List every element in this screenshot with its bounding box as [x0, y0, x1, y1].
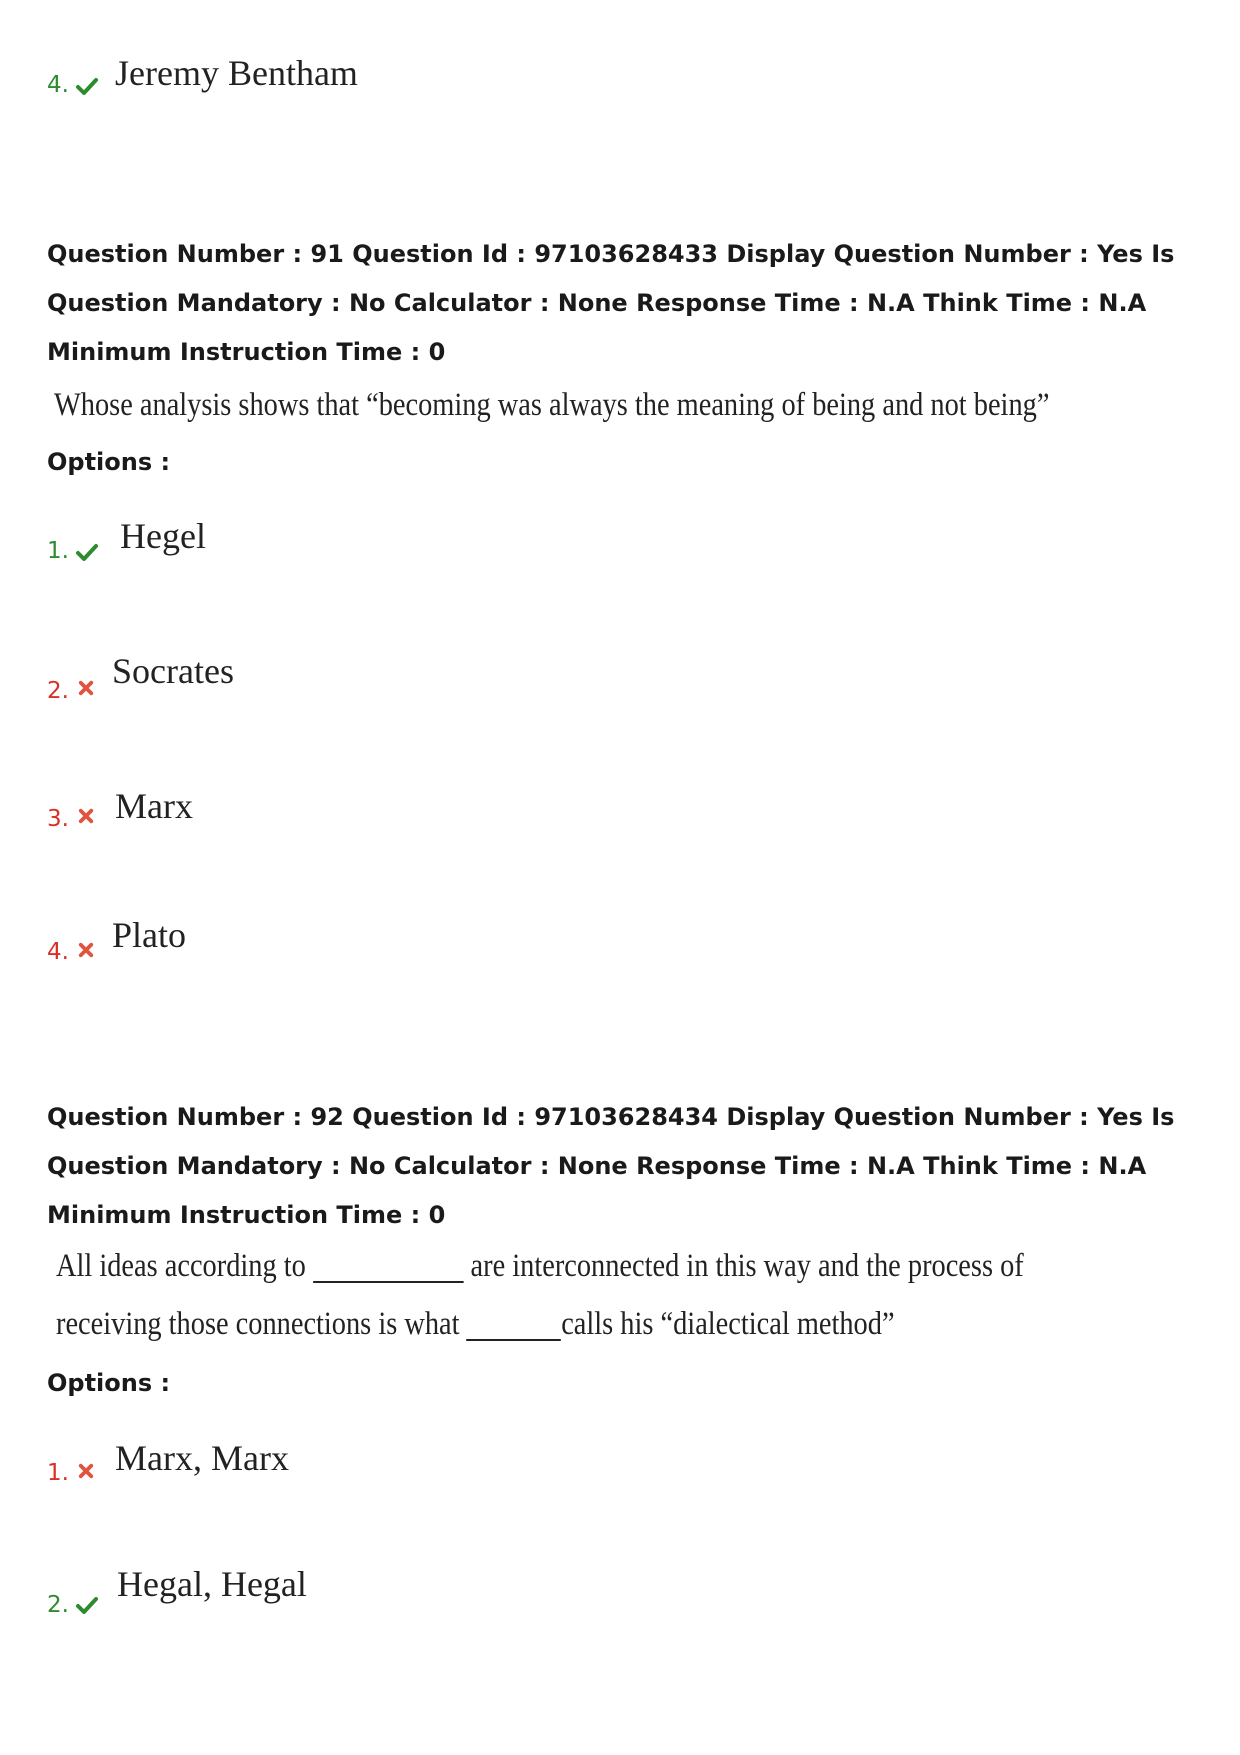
check-icon [75, 540, 99, 564]
option-text: Plato [112, 915, 187, 955]
option-number: 4. [47, 72, 69, 98]
question-text-segment: are interconnected in this way and the process of [470, 1248, 1024, 1284]
option-text: Marx [115, 786, 193, 826]
cross-icon [77, 1462, 95, 1480]
question-meta: Question Number : 91 Question Id : 97103628433 Display Question Number : Yes Is Question Mandatory : No Calculator : None Response Time : N.A Think Time : N.A Minimum Instruction Time : 0 [47, 240, 1175, 366]
answer-blank [313, 1251, 464, 1283]
option-number: 1. [47, 1460, 69, 1486]
option-number: 2. [47, 678, 69, 704]
question-text: Whose analysis shows that “becoming was always the meaning of being and not being” [54, 387, 1050, 423]
question-text-segment: All ideas according to [56, 1248, 306, 1284]
option-number: 2. [47, 1592, 69, 1618]
cross-icon [77, 807, 95, 825]
option-number: 4. [47, 939, 69, 965]
check-icon [75, 74, 99, 98]
question-text-line-2 [56, 1308, 895, 1341]
option-number: 1. [47, 538, 69, 564]
question-text-line-1 [56, 1250, 1024, 1283]
option-text: Hegal, Hegal [117, 1564, 307, 1604]
question-meta: Question Number : 92 Question Id : 97103628434 Display Question Number : Yes Is Question Mandatory : No Calculator : None Response Time : N.A Think Time : N.A Minimum Instruction Time : 0 [47, 1103, 1175, 1229]
options-label: Options : [47, 1369, 171, 1397]
check-icon [75, 1593, 99, 1617]
option-number: 3. [47, 806, 69, 832]
options-label: Options : [47, 448, 171, 476]
cross-icon [77, 679, 95, 697]
option-text: Jeremy Bentham [115, 53, 358, 93]
answer-blank [467, 1309, 562, 1341]
option-text: Hegel [120, 516, 206, 556]
question-text-segment: calls his “dialectical method” [561, 1306, 895, 1342]
cross-icon [77, 941, 95, 959]
option-text: Marx, Marx [115, 1438, 289, 1478]
question-text-segment: receiving those connections is what [56, 1306, 460, 1342]
option-text: Socrates [112, 651, 234, 691]
